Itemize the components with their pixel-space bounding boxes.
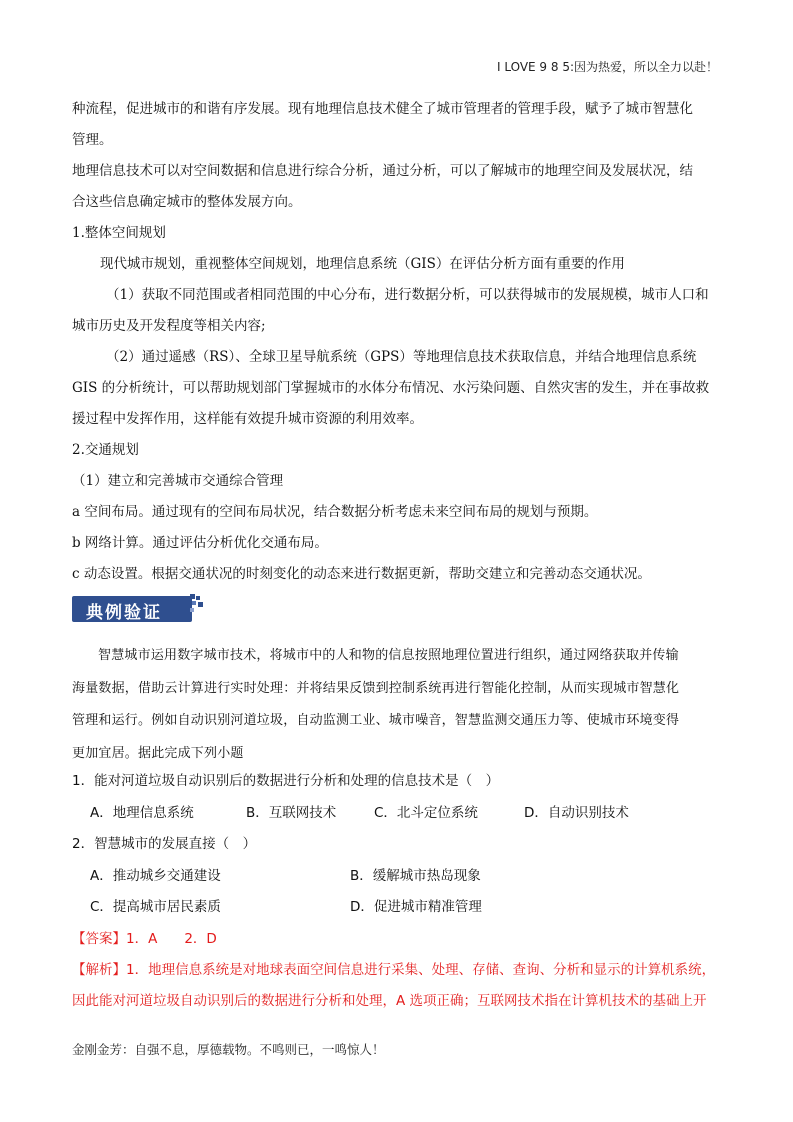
- example-line: 海量数据，借助云计算进行实时处理：并将结果反馈到控制系统再进行智能化控制，从而实现城市智慧化: [72, 680, 680, 696]
- heading-spatial-planning: 1.整体空间规划: [72, 225, 166, 241]
- example-line: 管理和运行。例如自动识别河道垃圾，自动监测工业、城市噪音，智慧监测交通压力等、使城市环境变得: [72, 713, 680, 728]
- paragraph-line: c 动态设置。根据交通状况的时刻变化的动态来进行数据更新，帮助交建立和完善动态交通状况。: [72, 566, 651, 582]
- option-a: A．地理信息系统: [90, 804, 194, 821]
- example-line: 更加宜居。据此完成下列小题: [72, 745, 244, 761]
- paragraph-line: 种流程，促进城市的和谐有序发展。现有地理信息技术健全了城市管理者的管理手段，赋予了城市智慧化: [72, 101, 693, 117]
- question-stem: 2．智慧城市的发展直接（ ）: [72, 836, 257, 852]
- paragraph-line: 援过程中发挥作用，这样能有效提升城市资源的利用效率。: [72, 411, 423, 427]
- paragraph-line: 地理信息技术可以对空间数据和信息进行综合分析，通过分析，可以了解城市的地理空间及发展状况，结: [72, 163, 693, 179]
- question-options: [72, 892, 724, 924]
- pixel-decoration-icon: [190, 594, 204, 616]
- option-d: D．自动识别技术: [524, 804, 629, 821]
- heading-traffic-planning: 2.交通规划: [72, 442, 139, 458]
- main-text: [72, 94, 722, 590]
- paragraph-line: 合这些信息确定城市的整体发展方向。: [72, 194, 302, 210]
- question-options: [72, 861, 724, 893]
- option-b: B．缓解城市热岛现象: [350, 867, 481, 884]
- paragraph-line: a 空间布局。通过现有的空间布局状况，结合数据分析考虑未来空间布局的规划与预期。: [72, 504, 598, 520]
- analysis-line: 因此能对河道垃圾自动识别后的数据进行分析和处理，A 选项正确；互联网技术指在计算机技术的基础上开: [72, 992, 707, 1009]
- paragraph-line: 管理。: [72, 132, 113, 148]
- section-title-banner: [72, 594, 204, 624]
- example-passage: [72, 640, 724, 770]
- paragraph-line: （1）获取不同范围或者相同范围的中心分布，进行数据分析，可以获得城市的发展规模，城市人口和: [106, 287, 709, 303]
- analysis-text: 1．地理信息系统是对地球表面空间信息进行采集、处理、存储、查询、分析和显示的计算机系统，: [126, 961, 716, 978]
- option-c: C．提高城市居民素质: [90, 899, 221, 915]
- option-c: C．北斗定位系统: [374, 804, 478, 821]
- paragraph-line: GIS 的分析统计，可以帮助规划部门掌握城市的水体分布情况、水污染问题、自然灾害的发生，并在事故救: [72, 380, 710, 396]
- option-d: D．促进城市精准管理: [350, 899, 482, 915]
- option-b: B．互联网技术: [246, 804, 337, 821]
- question-options: [72, 798, 724, 830]
- answer-text: 1．A 2．D: [126, 930, 217, 947]
- paragraph-line: （2）通过遥感（RS）、全球卫星导航系统（GPS）等地理信息技术获取信息，并结合地理信息系统: [106, 349, 697, 365]
- question-stem: 1．能对河道垃圾自动识别后的数据进行分析和处理的信息技术是（ ）: [72, 773, 500, 789]
- footer-motto: 金刚金芳：自强不息，厚德载物。不鸣则已，一鸣惊人！: [72, 1042, 385, 1057]
- answer-line: [72, 924, 724, 955]
- analysis-line: [72, 955, 724, 986]
- example-line: 智慧城市运用数字城市技术，将城市中的人和物的信息按照地理位置进行组织，通过网络获取并传输: [98, 648, 679, 663]
- questions-block: [72, 766, 724, 1017]
- header-motto: I LOVE 9 8 5:因为热爱，所以全力以赴！: [496, 60, 718, 74]
- paragraph-line: b 网络计算。通过评估分析优化交通布局。: [72, 535, 328, 551]
- paragraph-line: 城市历史及开发程度等相关内容;: [72, 318, 266, 334]
- analysis-label: 【解析】: [72, 961, 126, 978]
- answer-label: 【答案】: [72, 930, 126, 947]
- paragraph-line: 现代城市规划，重视整体空间规划，地理信息系统（GIS）在评估分析方面有重要的作用: [100, 256, 625, 272]
- option-a: A．推动城乡交通建设: [90, 867, 221, 884]
- paragraph-line: （1）建立和完善城市交通综合管理: [72, 473, 284, 489]
- section-title: 典例验证: [86, 603, 162, 623]
